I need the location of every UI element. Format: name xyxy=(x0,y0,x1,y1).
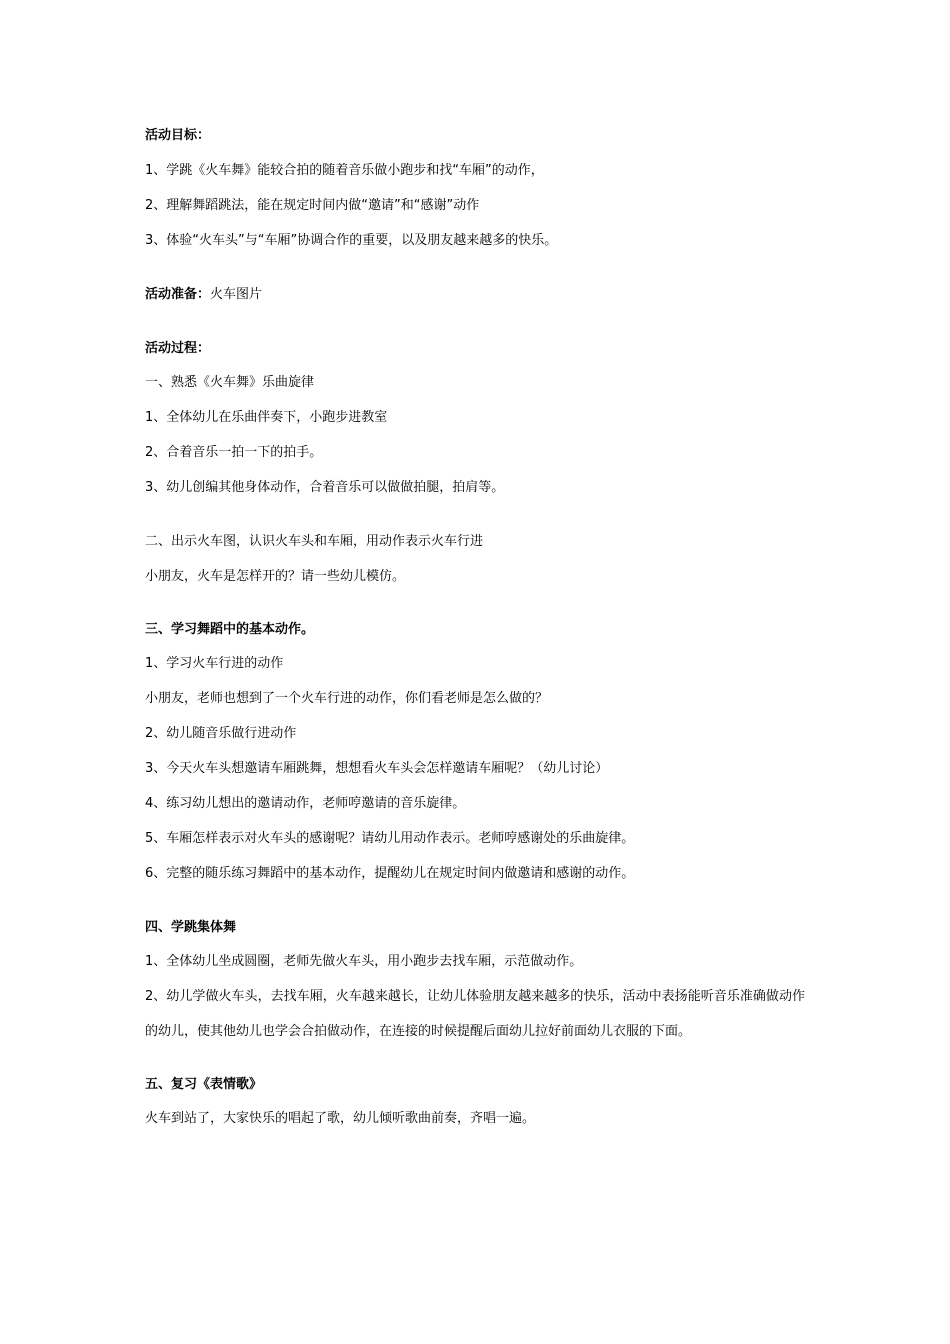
section4-item-2: 2、幼儿学做火车头，去找车厢，火车越来越长，让幼儿体验朋友越来越多的快乐，活动中表扬能听音乐准确做动作的幼儿，使其他幼儿也学会合拍做动作，在连接的时候提醒后面幼儿拉好前面幼儿衣服的下面。 xyxy=(145,989,805,1039)
prep-line xyxy=(145,286,262,304)
prep-text: 火车图片 xyxy=(210,287,263,302)
goal-item-2: 2、理解舞蹈跳法，能在规定时间内做“邀请”和“感谢”动作 xyxy=(145,198,480,213)
section1-item-1: 1、全体幼儿在乐曲伴奏下，小跑步进教室 xyxy=(145,410,388,425)
section3-item-7: 6、完整的随乐练习舞蹈中的基本动作，提醒幼儿在规定时间内做邀请和感谢的动作。 xyxy=(145,866,635,881)
section3-item-2: 小朋友，老师也想到了一个火车行进的动作，你们看老师是怎么做的？ xyxy=(145,691,549,706)
section3-item-5: 4、练习幼儿想出的邀请动作，老师哼邀请的音乐旋律。 xyxy=(145,796,466,811)
goals-heading: 活动目标： xyxy=(145,128,211,143)
section3-item-4: 3、今天火车头想邀请车厢跳舞，想想看火车头会怎样邀请车厢呢？（幼儿讨论） xyxy=(145,761,609,776)
prep-label: 活动准备： xyxy=(145,287,211,302)
section1-item-2: 2、合着音乐一拍一下的拍手。 xyxy=(145,445,323,460)
section4-item-1: 1、全体幼儿坐成圆圈，老师先做火车头，用小跑步去找车厢，示范做动作。 xyxy=(145,954,583,969)
section2-title: 二、出示火车图，认识火车头和车厢，用动作表示火车行进 xyxy=(145,534,484,549)
section3-item-1: 1、学习火车行进的动作 xyxy=(145,656,284,671)
section3-item-6: 5、车厢怎样表示对火车头的感谢呢？请幼儿用动作表示。老师哼感谢处的乐曲旋律。 xyxy=(145,831,635,846)
goal-item-1: 1、学跳《火车舞》能较合拍的随着音乐做小跑步和找“车厢”的动作， xyxy=(145,163,544,178)
section5-title: 五、复习《表情歌》 xyxy=(145,1077,263,1092)
section3-title: 三、学习舞蹈中的基本动作。 xyxy=(145,622,315,637)
section4-title: 四、学跳集体舞 xyxy=(145,920,237,935)
section2-text: 小朋友，火车是怎样开的？请一些幼儿模仿。 xyxy=(145,569,406,584)
section1-item-3: 3、幼儿创编其他身体动作，合着音乐可以做做拍腿，拍肩等。 xyxy=(145,480,505,495)
section3-item-3: 2、幼儿随音乐做行进动作 xyxy=(145,726,297,741)
section5-text: 火车到站了，大家快乐的唱起了歌，幼儿倾听歌曲前奏，齐唱一遍。 xyxy=(145,1111,536,1126)
process-heading: 活动过程： xyxy=(145,341,211,356)
section1-title: 一、熟悉《火车舞》乐曲旋律 xyxy=(145,375,315,390)
goal-item-3: 3、体验“火车头”与“车厢”协调合作的重要，以及朋友越来越多的快乐。 xyxy=(145,233,558,248)
